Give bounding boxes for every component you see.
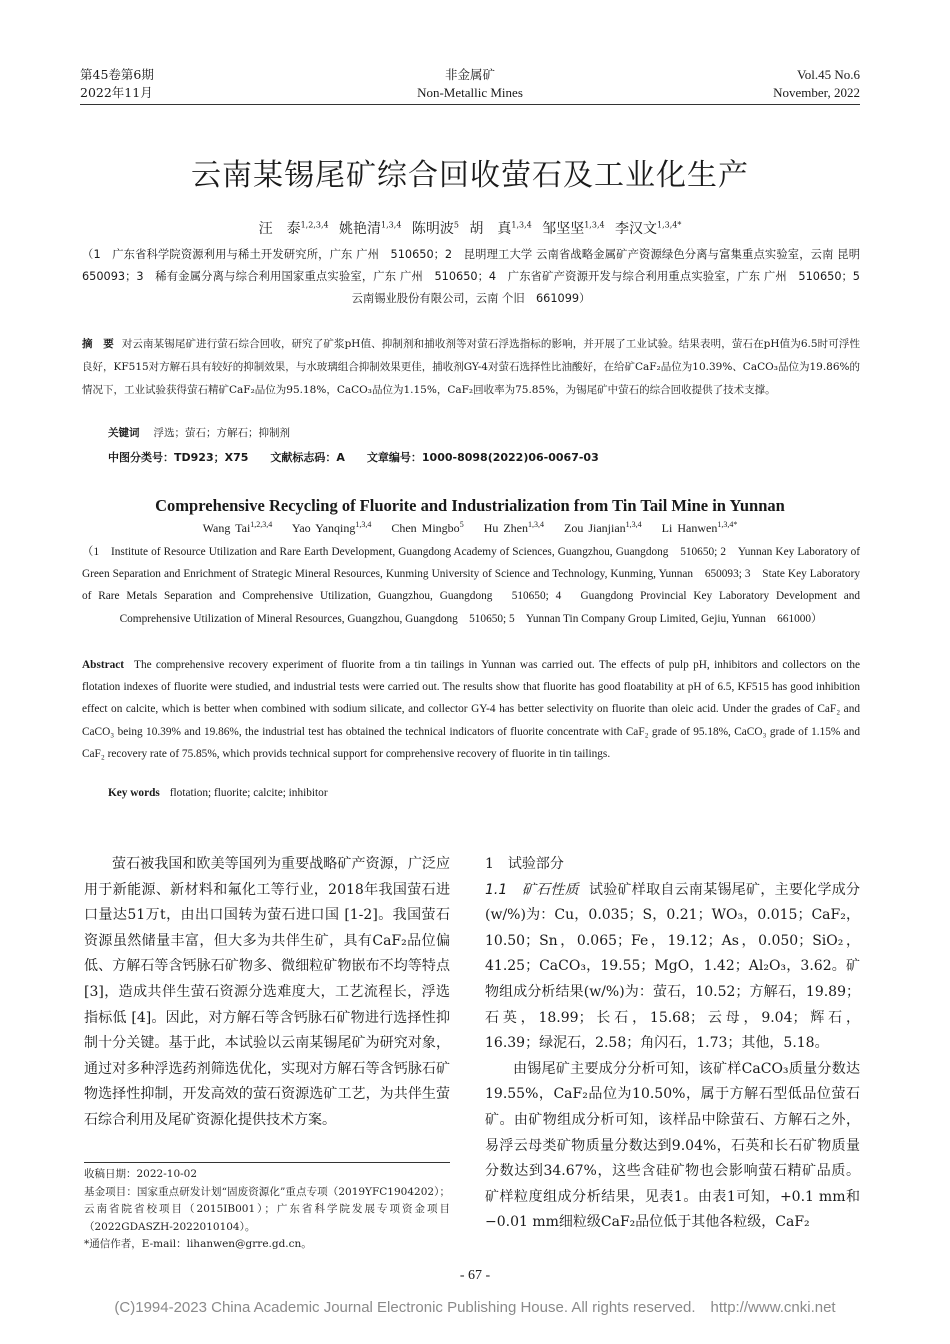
body-left-column	[84, 852, 450, 1134]
volume-cn: 第45卷第6期	[80, 67, 154, 82]
header-center	[80, 66, 860, 102]
authors-cn	[80, 218, 860, 238]
journal-cn: 非金属矿	[444, 67, 495, 82]
author-cn: 姚艳清$^{1,3,4}$	[339, 220, 402, 237]
author-cn: 邹坚坚$^{1,3,4}$	[542, 220, 605, 237]
date-cn: 2022年11月	[80, 85, 153, 100]
author-cn: 汪 泰$^{1,2,3,4}$	[258, 220, 329, 237]
subsection-label: 1.1 矿石性质	[485, 881, 579, 898]
author-en: Zou Jianjian$^{1,3,4}$	[564, 520, 642, 535]
footnote-funding: 基金项目：国家重点研发计划“固废资源化”重点专项（2019YFC1904202）；云南省院省校项目（2015IB001）；广东省科学院发展专项资金项目（2022GDASZH-2022010104）。	[84, 1185, 450, 1233]
intro-paragraph: 萤石被我国和欧美等国列为重要战略矿产资源，广泛应用于新能源、新材料和氟化工等行业，2018年我国萤石进口量达51万t，由出口国转为萤石进口国 [1-2]。我国萤石资源虽然储量丰富，但大多为共伴生矿，具有CaF₂品位偏低、方解石等含钙脉石矿物多、微细粒矿物嵌布不均等特点 [3]，造成共伴生萤石资源分选难度大，工艺流程长，浮选指标低 [4]。因此，对方解石等含钙脉石矿物进行选择性抑制十分关键。基于此，本试验以云南某锡尾矿为研究对象，通过对多种浮选药剂筛选优化，实现对方解石等含钙脉石矿物选择性抑制，开发高效的萤石资源选矿工艺，为共伴生萤石综合利用及尾矿资源化提供技术方案。	[84, 856, 450, 1128]
affiliation-en: （1 Institute of Resource Utilization and Rare Earth Development, Guangdong Academy of Sciences, Guangzhou, Guangdong 510650; 2 Yunnan Key Laboratory of Green Separation and Enrichment of Strategic Mineral Resources, Kunming University of Science and Technology, Kunming, Yunnan 650093; 3 State Key Laboratory of Rare Metals Separation and Comprehensive Utilization, Guangzhou, Guangdong 510650; 4 Guangdong Provincial Key Laboratory Development and Comprehensive Utilization of Mineral Resources, Guangzhou, Guangdong 510650; 5 Yunnan Tin Company Group Limited, Gejiu, Yunnan 661000）	[82, 546, 860, 625]
title-cn: 云南某锡尾矿综合回收萤石及工业化生产	[191, 158, 749, 193]
page-number: - 67 -	[459, 1268, 491, 1283]
author-cn: 李汉文$^{1,3,4*}$	[615, 220, 682, 237]
classification-cn: 中图分类号：TD923；X75 文献标志码：A 文章编号：1000-8098(2022)06-0067-03	[108, 451, 599, 464]
author-en: Wang Tai$^{1,2,3,4}$	[202, 520, 273, 535]
keywords-cn	[108, 425, 290, 440]
analysis-paragraph: 由锡尾矿主要成分分析可知，该矿样CaCO₃质量分数达19.55%，CaF₂品位为10.50%，属于方解石型低品位萤石矿。由矿物组成分析可知，该样品中除萤石、方解石之外，易浮云母类矿物质量分数达到9.04%，石英和长石矿物质量分数达到34.67%，这些含硅矿物也会影响萤石精矿品质。矿样粒度组成分析结果，见表1。由表1可知，+0.1 mm和−0.01 mm细粒级CaF₂品位低于其他各粒级，CaF₂	[485, 1060, 860, 1231]
abstract-en	[82, 654, 860, 765]
footnotes	[84, 1166, 450, 1254]
running-header	[80, 66, 860, 106]
author-en: Li Hanwen$^{1,3,4*}$	[661, 520, 738, 535]
abstract-cn-label: 摘 要	[82, 338, 114, 350]
keywords-en-label: Key words	[108, 787, 160, 799]
authors-en	[80, 520, 860, 536]
abstract-cn-text: 对云南某锡尾矿进行萤石综合回收，研究了矿浆pH值、抑制剂和捕收剂等对萤石浮选指标的影响，并开展了工业试验。结果表明，萤石在pH值为6.5时可浮性良好，KF515对方解石具有较好的抑制效果，与水玻璃组合抑制效果更佳，捕收剂GY-4对萤石选择性比油酸好，在给矿CaF₂品位为10.39%、CaCO₃品位为19.86%的情况下，工业试验获得萤石精矿CaF₂品位为95.18%，CaCO₃品位为1.15%，CaF₂回收率为75.85%，为锡尾矿中萤石的综合回收提供了技术支撑。	[82, 338, 861, 396]
header-right	[773, 66, 860, 102]
keywords-cn-text: 浮选；萤石；方解石；抑制剂	[153, 427, 290, 439]
affiliation-cn: （1 广东省科学院资源利用与稀土开发研究所，广东 广州 510650；2 昆明理工大学 云南省战略金属矿产资源绿色分离与富集重点实验室，云南 昆明 650093；3 稀有金属分离与综合利用国家重点实验室，广东 广州 510650；4 广东省矿产资源开发与综合利用重点实验室，广东 广州 510650；5 云南锡业股份有限公司，云南 个旧 661099）	[82, 248, 872, 305]
abstract-en-label: Abstract	[82, 659, 125, 671]
title-en: Comprehensive Recycling of Fluorite and Industrialization from Tin Tail Mine in Yunnan	[155, 496, 785, 515]
footnote-received: 收稿日期：2022-10-02	[84, 1168, 198, 1180]
author-en: Hu Zhen$^{1,3,4}$	[483, 520, 545, 535]
section-heading: 1 试验部分	[485, 856, 564, 872]
header-rule	[80, 104, 860, 105]
footnote-rule	[84, 1162, 450, 1163]
keywords-cn-label: 关键词	[108, 427, 140, 439]
footnote-corresponding: *通信作者，E-mail：lihanwen@grre.gd.cn。	[84, 1238, 312, 1250]
subsection-text: 试验矿样取自云南某锡尾矿，主要化学成分(w/%)为：Cu，0.035；S，0.21；WO₃，0.015；CaF₂，10.50；Sn，0.065；Fe，19.12；As，0.050；SiO₂，41.25；CaCO₃，19.55；MgO，1.42；Al₂O₃，3.62。矿物组成分析结果(w/%)为：萤石，10.52；方解石，19.89；石英，18.99；长石，15.68；云母，9.04；辉石，16.39；绿泥石，2.58；角闪石，1.73；其他，5.18。	[485, 881, 861, 1052]
keywords-en	[108, 787, 328, 799]
abstract-cn	[82, 333, 860, 402]
abstract-en-text: The comprehensive recovery experiment of fluorite from a tin tailings in Yunnan was carried out. The effects of pulp pH, inhibitors and collectors on the flotation indexes of fluorite were studied, and industrial tests were carried out. The results show that fluorite has good floatability at pH of 6.5, KF515 has good inhibition effect on calcite, which is better when combined with sodium silicate, and collector GY-4 has better selectivity on fluorite than oleic acid. Under the grades of CaF₂ and CaCO₃ being 10.39% and 19.86%, the industrial test has obtained the technical indicators of fluorite concentrate with CaF₂ grade of 95.18%, CaCO₃ grade of 1.15% and CaF₂ recovery rate of 75.85%, which provids technical support for comprehensive recovery of fluorite in tin tailings.	[82, 659, 860, 760]
journal-en: Non-Metallic Mines	[417, 85, 523, 100]
volume-en: Vol.45 No.6	[797, 67, 860, 82]
author-en: Yao Yanqing$^{1,3,4}$	[291, 520, 372, 535]
subsection-paragraph	[485, 878, 860, 1057]
date-en: November, 2022	[773, 85, 860, 100]
author-cn: 胡 真$^{1,3,4}$	[469, 220, 532, 237]
copyright-watermark: (C)1994-2023 China Academic Journal Electronic Publishing House. All rights reserved. http://www.cnki.net	[114, 1299, 836, 1316]
body-right-column	[485, 852, 860, 1236]
keywords-en-text: flotation; fluorite; calcite; inhibitor	[169, 787, 328, 799]
author-en: Chen Mingbo$^5$	[391, 520, 464, 535]
author-cn: 陈明波$^5$	[411, 220, 459, 237]
